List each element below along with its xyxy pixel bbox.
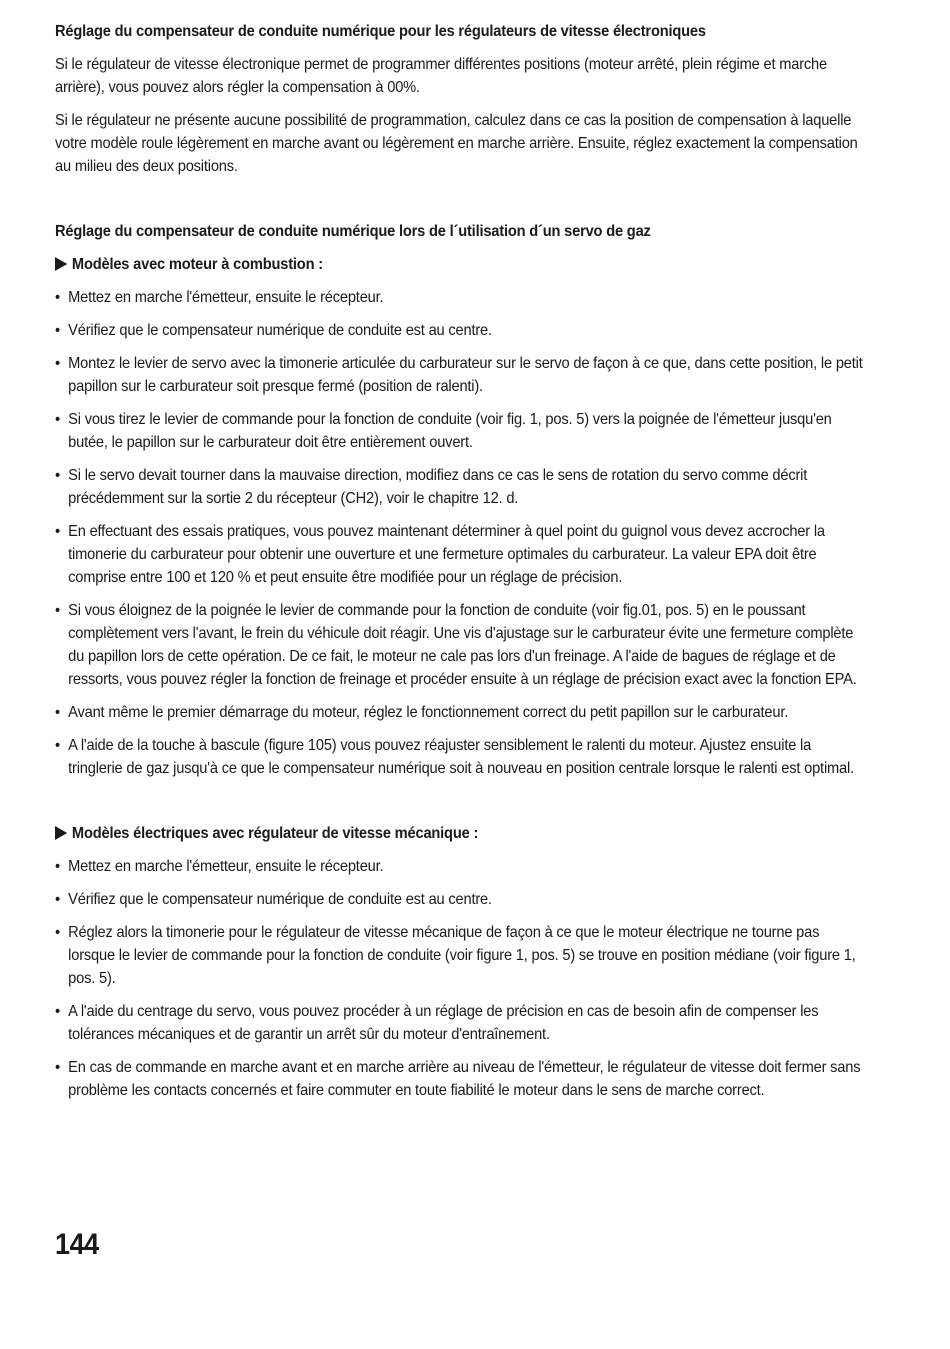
list-item: • Réglez alors la timonerie pour le régulateur de vitesse mécanique de façon à ce que le moteur électrique ne tourne pas lorsque le levier de commande pour la fonction de conduite (voir figure 1, pos. 5) se trouve en position médiane (voir figure 1, pos. 5).: [55, 921, 865, 990]
bullet: •: [55, 602, 60, 619]
page-number: 144: [55, 1228, 99, 1261]
bullet: •: [55, 704, 60, 721]
bullet: •: [55, 322, 60, 339]
list-item: • A l'aide de la touche à bascule (figure 105) vous pouvez réajuster sensiblement le ralenti du moteur. Ajustez ensuite la tringlerie de gaz jusqu'à ce que le compensateur numérique soit à nouveau en position centrale lorsque le ralenti est optimal.: [55, 734, 865, 780]
list-item: • A l'aide du centrage du servo, vous pouvez procéder à un réglage de précision en cas de besoin afin de compenser les tolérances mécaniques et de garantir un arrêt sûr du moteur d'entraînement.: [55, 1000, 865, 1046]
bullet: •: [55, 737, 60, 754]
bullet: •: [55, 1003, 60, 1020]
bullet: •: [55, 1059, 60, 1076]
list-item: • Si le servo devait tourner dans la mauvaise direction, modifiez dans ce cas le sens de rotation du servo comme décrit précédemment sur la sortie 2 du récepteur (CH2), voir le chapitre 12. d.: [55, 464, 865, 510]
subheading-label: Modèles avec moteur à combustion :: [71, 256, 323, 273]
triangle-right-icon: [55, 257, 67, 271]
electric-steps-list: [55, 855, 865, 1102]
list-item: • Montez le levier de servo avec la timonerie articulée du carburateur sur le servo de façon à ce que, dans cette position, le petit papillon sur le carburateur soit presque fermé (position de ralenti).: [55, 352, 865, 398]
page-content: [55, 20, 865, 1112]
paragraph: Si le régulateur ne présente aucune possibilité de programmation, calculez dans ce cas la position de compensation à laquelle votre modèle roule légèrement en marche avant ou légèrement en marche arrière. Ensuite, réglez exactement la compensation au milieu des deux positions.: [55, 112, 858, 175]
bullet: •: [55, 355, 60, 372]
list-item: • En effectuant des essais pratiques, vous pouvez maintenant déterminer à quel point du guignol vous devez accrocher la timonerie du carburateur pour obtenir une ouverture et une fermeture optimales du carburateur. La valeur EPA doit être comprise entre 100 et 120 % et peut ensuite être modifiée pour un réglage de précision.: [55, 520, 865, 589]
bullet: •: [55, 523, 60, 540]
section-heading-electronic-speed-controllers: Réglage du compensateur de conduite numérique pour les régulateurs de vitesse électroniques: [55, 23, 706, 40]
list-item: • Vérifiez que le compensateur numérique de conduite est au centre.: [55, 888, 865, 911]
bullet: •: [55, 411, 60, 428]
paragraph: Si le régulateur de vitesse électronique permet de programmer différentes positions (moteur arrêté, plein régime et marche arrière), vous pouvez alors régler la compensation à 00%.: [55, 56, 827, 96]
list-item: • Mettez en marche l'émetteur, ensuite le récepteur.: [55, 855, 865, 878]
list-item: • Avant même le premier démarrage du moteur, réglez le fonctionnement correct du petit papillon sur le carburateur.: [55, 701, 865, 724]
list-item: • Si vous éloignez de la poignée le levier de commande pour la fonction de conduite (voir fig.01, pos. 5) en le poussant complètement vers l'avant, le frein du véhicule doit réagir. Une vis d'ajustage sur le carburateur évite une fermeture complète du papillon lors de cette opération. De ce fait, le moteur ne cale pas lors d'un freinage. A l'aide de bagues de réglage et de ressorts, vous pouvez régler la fonction de freinage et procéder ensuite à un réglage de précision exact avec la fonction EPA.: [55, 599, 865, 691]
bullet: •: [55, 924, 60, 941]
bullet: •: [55, 467, 60, 484]
triangle-right-icon: [55, 826, 67, 840]
section-heading-throttle-servo: Réglage du compensateur de conduite numérique lors de l´utilisation d´un servo de gaz: [55, 223, 651, 240]
list-item: • En cas de commande en marche avant et en marche arrière au niveau de l'émetteur, le régulateur de vitesse doit fermer sans problème les contacts concernés et faire commuter en toute fiabilité le moteur dans le sens de marche correct.: [55, 1056, 865, 1102]
list-item: • Mettez en marche l'émetteur, ensuite le récepteur.: [55, 286, 865, 309]
list-item: • Si vous tirez le levier de commande pour la fonction de conduite (voir fig. 1, pos. 5) vers la poignée de l'émetteur jusqu'en butée, le papillon sur le carburateur doit être entièrement ouvert.: [55, 408, 865, 454]
subheading-label: Modèles électriques avec régulateur de vitesse mécanique :: [71, 825, 479, 842]
subheading-electric-models: [55, 822, 865, 845]
bullet: •: [55, 891, 60, 908]
subheading-combustion-models: [55, 253, 865, 276]
bullet: •: [55, 289, 60, 306]
list-item: • Vérifiez que le compensateur numérique de conduite est au centre.: [55, 319, 865, 342]
combustion-steps-list: [55, 286, 865, 780]
bullet: •: [55, 858, 60, 875]
